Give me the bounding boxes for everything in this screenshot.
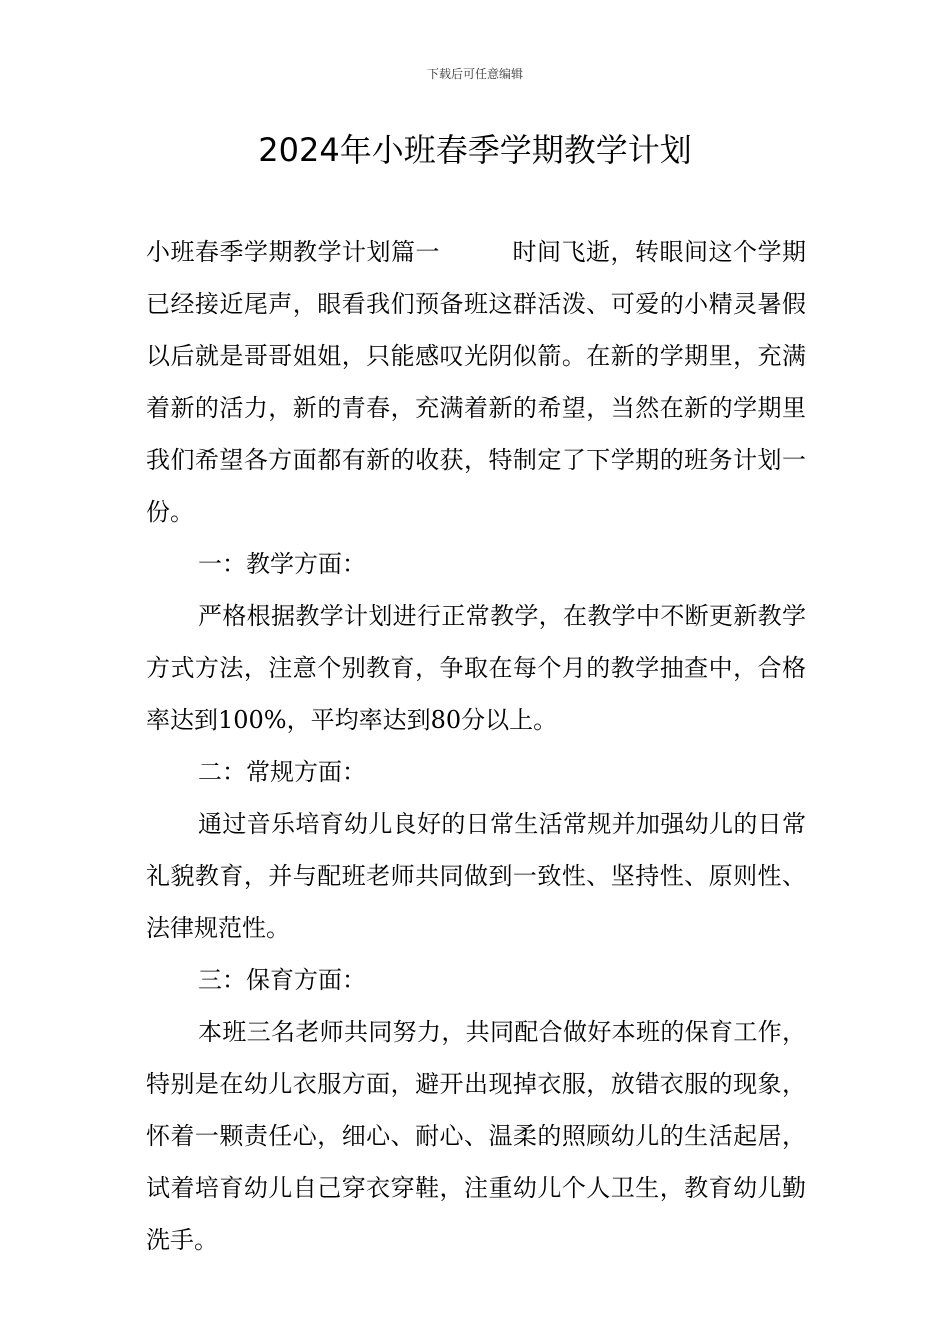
document-title: 2024年小班春季学期教学计划 (258, 131, 692, 169)
section-body-care: 本班三名老师共同努力，共同配合做好本班的保育工作，特别是在幼儿衣服方面，避开出现掉衣服，放错衣服的现象，怀着一颗责任心，细心、耐心、温柔的照顾幼儿的生活起居，试着培育幼儿自己穿衣穿鞋，注重幼儿个人卫生，教育幼儿勤洗手。 (146, 1018, 806, 1254)
intro-paragraph (146, 226, 806, 538)
section-body-teaching: 严格根据教学计划进行正常教学，在教学中不断更新教学方式方法，注意个别教育，争取在每个月的教学抽查中，合格率达到100%，平均率达到80分以上。 (146, 602, 806, 734)
intro-text: 时间飞逝，转眼间这个学期已经接近尾声，眼看我们预备班这群活泼、可爱的小精灵暑假以后就是哥哥姐姐，只能感叹光阴似箭。在新的学期里，充满着新的活力，新的青春，充满着新的希望，当然在新的学期里我们希望各方面都有新的收获，特制定了下学期的班务计划一份。 (146, 238, 806, 526)
document-body (146, 226, 806, 1266)
section-heading-teaching: 一：教学方面： (198, 550, 366, 578)
intro-lead: 小班春季学期教学计划篇一 (146, 238, 440, 266)
section-heading-routine: 二：常规方面： (198, 758, 366, 786)
header-note: 下载后可任意编辑 (426, 67, 523, 81)
section-heading-care: 三：保育方面： (198, 966, 366, 994)
section-body-routine: 通过音乐培育幼儿良好的日常生活常规并加强幼儿的日常礼貌教育，并与配班老师共同做到一致性、坚持性、原则性、法律规范性。 (146, 810, 806, 942)
